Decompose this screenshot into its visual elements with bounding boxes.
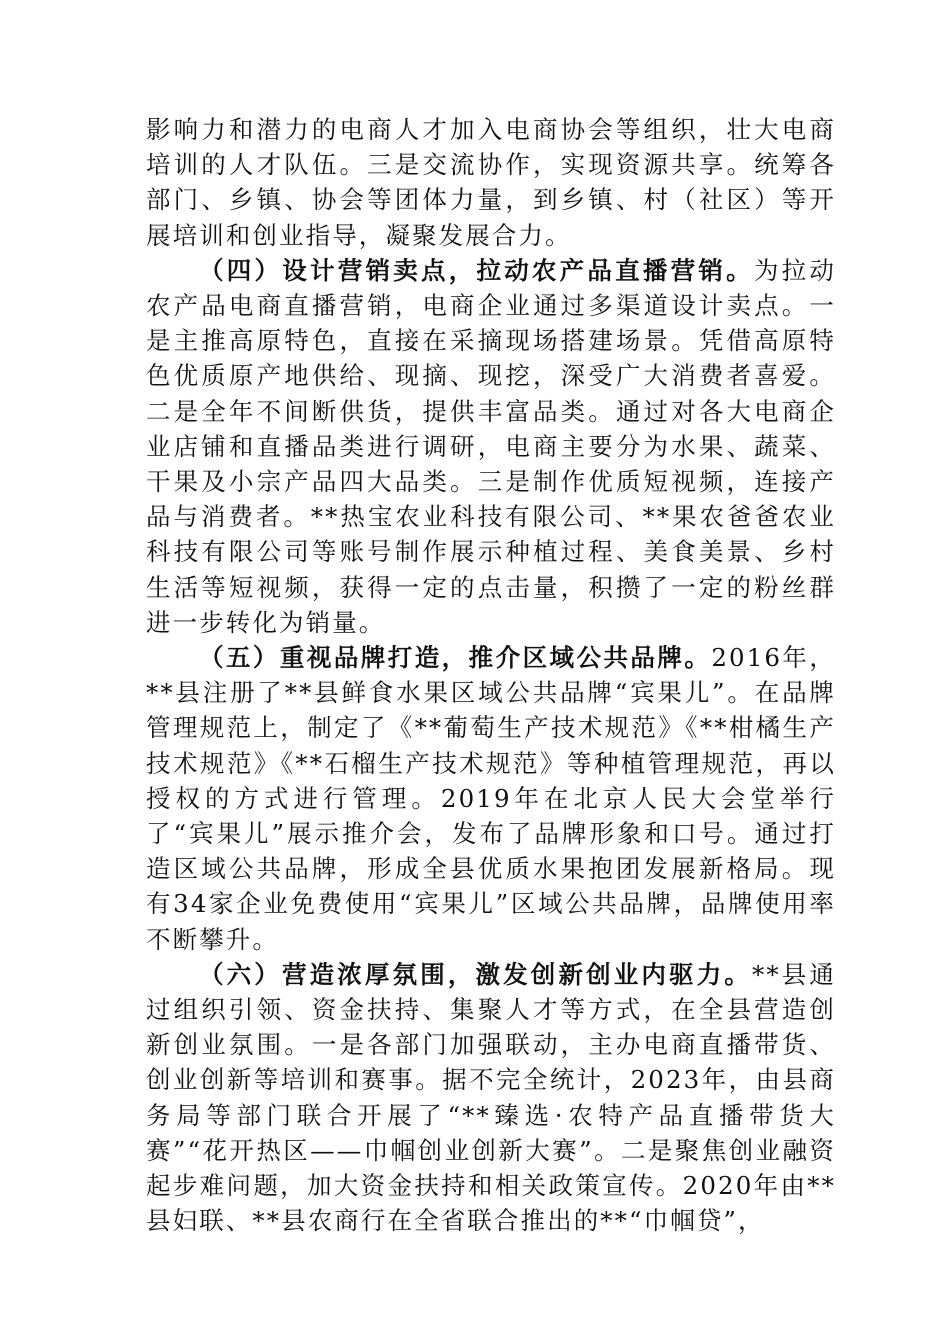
section-heading: （六）营造浓厚氛围，激发创新创业内驱力。	[199, 959, 752, 989]
paragraph-body: 2016年，**县注册了**县鲜食水果区域公共品牌“宾果儿”。在品牌管理规范上，制定了《**葡萄生产技术规范》《**柑橘生产技术规范》《**石榴生产技术规范》等种植管理规范，再以授权的方式进行管理。2019年在北京人民大会堂举行了“宾果儿”展示推介会，发布了品牌形象和口号。通过打造区域公共品牌，形成全县优质水果抱团发展新格局。现有34家企业免费使用“宾果儿”区域公共品牌，品牌使用率不断攀升。	[146, 643, 836, 954]
paragraph-body: 影响力和潜力的电商人才加入电商协会等组织，壮大电商培训的人才队伍。三是交流协作，实现资源共享。统筹各部门、乡镇、协会等团体力量，到乡镇、村（社区）等开展培训和创业指导，凝聚发展合力。	[146, 115, 836, 250]
paragraph-body: **县通过组织引领、资金扶持、集聚人才等方式，在全县营造创新创业氛围。一是各部门加强联动，主办电商直播带货、创业创新等培训和赛事。据不完全统计，2023年，由县商务局等部门联合开展了“**臻选·农特产品直播带货大赛”“花开热区——巾帼创业创新大赛”。二是聚焦创业融资起步难问题，加大资金扶持和相关政策宣传。2020年由**县妇联、**县农商行在全省联合推出的**“巾帼贷”，	[146, 959, 836, 1236]
paragraph-section-5	[146, 640, 836, 957]
section-heading: （四）设计营销卖点，拉动农产品直播营销。	[199, 255, 754, 285]
paragraph-section-4	[146, 253, 836, 640]
paragraph-section-6	[146, 957, 836, 1239]
section-heading: （五）重视品牌打造，推介区域公共品牌。	[199, 643, 712, 673]
paragraph-body: 为拉动农产品电商直播营销，电商企业通过多渠道设计卖点。一是主推高原特色，直接在采摘现场搭建场景。凭借高原特色优质原产地供给、现摘、现挖，深受广大消费者喜爱。二是全年不间断供货，提供丰富品类。通过对各大电商企业店铺和直播品类进行调研，电商主要分为水果、蔬菜、干果及小宗产品四大品类。三是制作优质短视频，连接产品与消费者。**热宝农业科技有限公司、**果农爸爸农业科技有限公司等账号制作展示种植过程、美食美景、乡村生活等短视频，获得一定的点击量，积攒了一定的粉丝群进一步转化为销量。	[146, 255, 836, 637]
document-page	[146, 112, 836, 1239]
paragraph-continuation	[146, 112, 836, 253]
